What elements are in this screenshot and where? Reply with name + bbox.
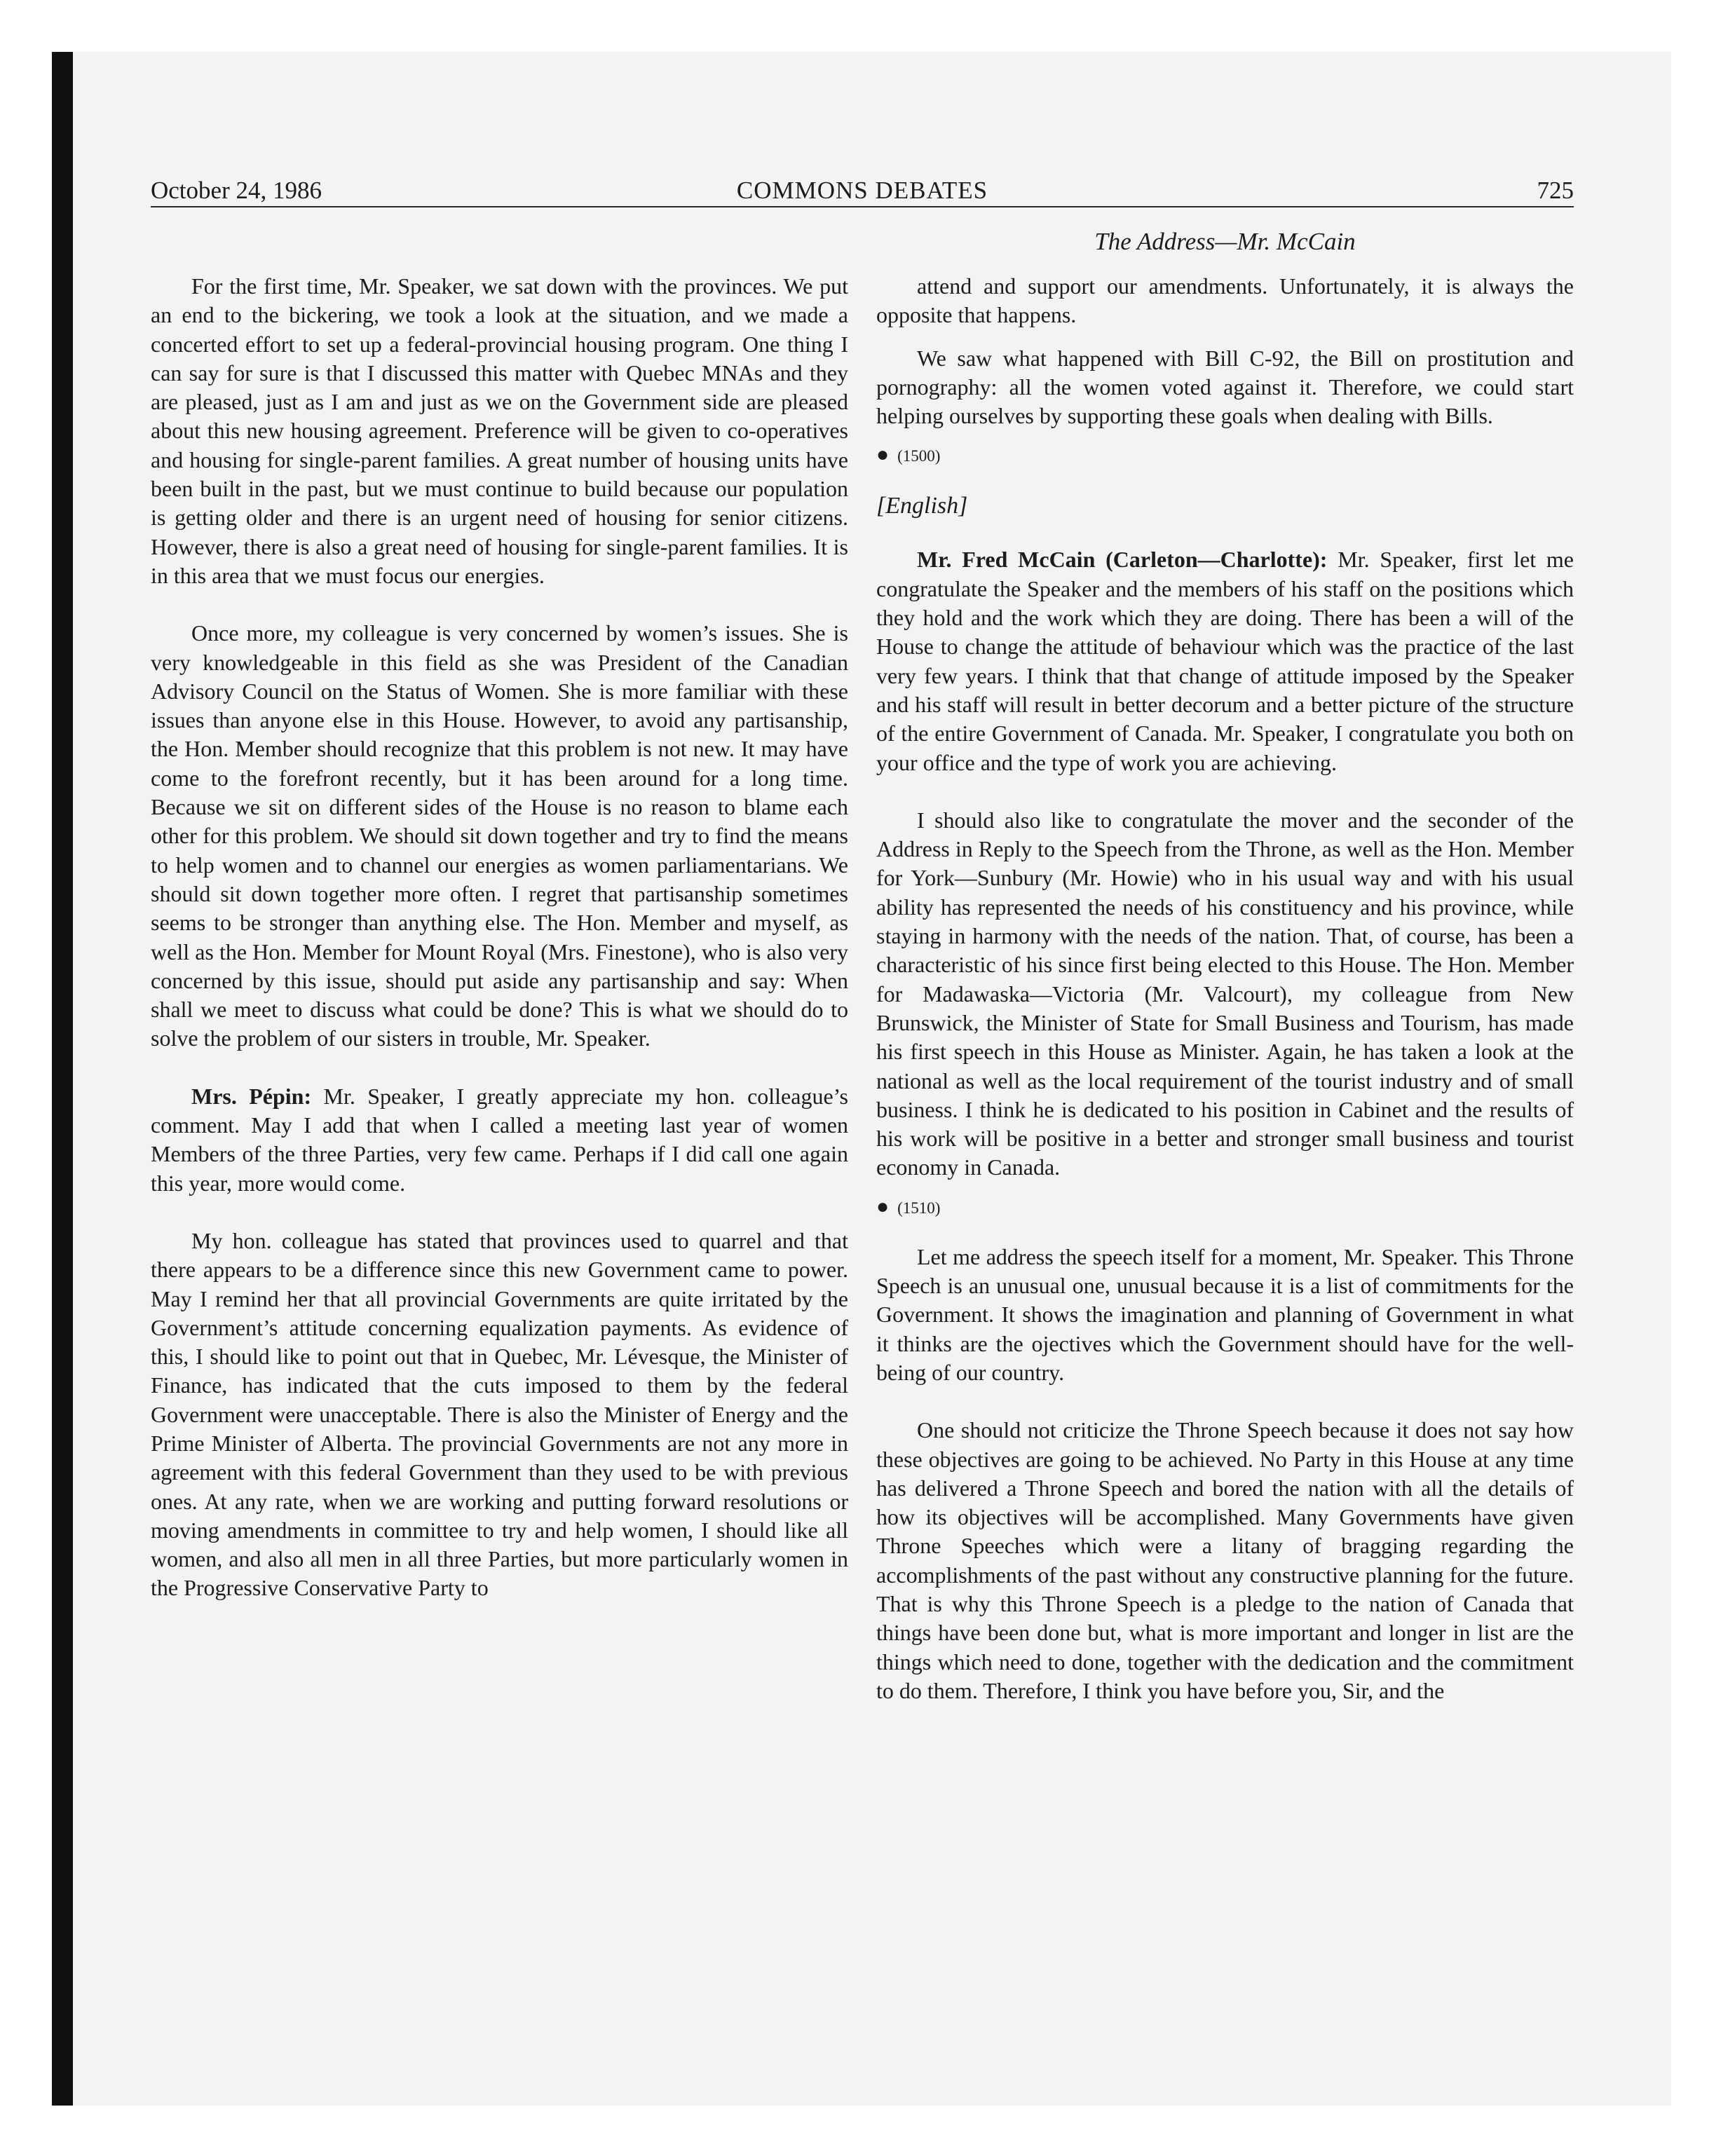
speaker-name: Mr. Fred McCain (Carleton—Charlotte): — [917, 547, 1328, 573]
running-head: The Address—Mr. McCain — [1094, 228, 1356, 255]
scan-binding-edge — [52, 52, 73, 2106]
language-label: [English] — [876, 493, 968, 519]
paragraph: One should not criticize the Throne Speech because it does not say how these objectives are going to be achieved. No Party in this House at any time has delivered a Throne Speech and bored the nation with all the details of how its objectives will be accomplished. Many Governments have given Throne Speeches which were a litany of bragging regarding the accomplishments of the past without any constructive planning for the future. That is why this Throne Speech is a pledge to the nation of Canada that things have been done but, what is more important and longer in list are the things which need to done, together with the dedication and the commitment to do them. Therefore, I think you have before you, Sir, and the — [876, 1417, 1574, 1703]
page-header — [151, 174, 1574, 207]
time-marker-text: (1500) — [897, 447, 941, 465]
time-marker — [876, 1196, 1574, 1219]
header-page-number: 725 — [1537, 177, 1574, 204]
header-title: COMMONS DEBATES — [736, 177, 988, 204]
paragraph-text: Mr. Speaker, first let me congratulate the Speaker and the members of his staff on the positions which they hold and the work which they are doing. There has been a will of the House to change the attitude of behaviour which was the practice of the last very few years. I think that that change of attitude imposed by the Speaker and his staff will result in better decorum and a better picture of the structure of the entire Government of Canada. Mr. Speaker, I congratulate you both on your office and the type of work you are achieving. — [876, 547, 1574, 775]
paragraph: attend and support our amendments. Unfortunately, it is always the opposite that happens. — [876, 273, 1574, 328]
right-column — [876, 272, 1574, 1705]
paragraph-text: Mr. Speaker, I greatly appreciate my hon. colleague’s comment. May I add that when I called a meeting last year of women Members of the three Parties, very few came. Perhaps if I did call one again this year, more would come. — [151, 1083, 849, 1196]
paragraph: Let me address the speech itself for a moment, Mr. Speaker. This Throne Speech is an unusual one, unusual because it is a list of commitments for the Government. It shows the imagination and planning of Government in what it thinks are the ojectives which the Government should have for the well-being of our country. — [876, 1243, 1574, 1385]
bullet-icon: ● — [876, 443, 890, 467]
paragraph: We saw what happened with Bill C-92, the Bill on prostitution and pornography: all the women voted against it. Therefore, we could start helping ourselves by supporting these goals when dealing with Bills. — [876, 345, 1574, 429]
paragraph — [151, 1082, 848, 1198]
time-marker-text: (1510) — [897, 1199, 941, 1217]
paragraph: Once more, my colleague is very concerned by women’s issues. She is very knowledgeable in this field as she was President of the Canadian Advisory Council on the Status of Women. She is more familiar with these issues than anyone else in this House. However, to avoid any partisanship, the Hon. Member should recognize that this problem is not new. It may have come to the forefront recently, but it has been around for a long time. Because we sit on different sides of the House is no reason to blame each other for this problem. We should sit down together and try to find the means to help women and to channel our energies as women parliamentarians. We should sit down together more often. I regret that partisanship sometimes seems to be stronger than anything else. The Hon. Member and myself, as well as the Hon. Member for Mount Royal (Mrs. Finestone), who is also very concerned by this issue, should put aside any partisanship and say: When shall we meet to discuss what could be done? This is what we should do to solve the problem of our sisters in trouble, Mr. Speaker. — [151, 620, 848, 1051]
bullet-icon: ● — [876, 1194, 890, 1218]
header-date: October 24, 1986 — [151, 177, 322, 204]
speaker-name: Mrs. Pépin: — [191, 1083, 312, 1109]
paragraph — [876, 545, 1574, 777]
paragraph: My hon. colleague has stated that provinces used to quarrel and that there appears to be a difference since this new Government came to power. May I remind her that all provincial Governments are quite irritated by the Government’s attitude concerning equalization payments. As evidence of this, I should like to point out that in Quebec, Mr. Lévesque, the Minister of Finance, has indicated that the cuts imposed to them by the federal Government were unacceptable. There is also the Minister of Energy and the Prime Minister of Alberta. The provincial Governments are not any more in agreement with this federal Government than they used to be with previous ones. At any rate, when we are working and putting forward resolutions or moving amendments in committee to try and help women, I should like all women, and also all men in all three Parties, but more particularly women in the Progressive Conservative Party to — [151, 1227, 848, 1601]
header-rule — [151, 206, 1574, 207]
paragraph: I should also like to congratulate the mover and the seconder of the Address in Reply to the Speech from the Throne, as well as the Hon. Member for York—Sunbury (Mr. Howie) who in his usual way and with his usual ability has represented the needs of his constituency and his province, while staying in harmony with the needs of the nation. That, of course, has been a characteristic of his since first being elected to this House. The Hon. Member for Madawaska—Victoria (Mr. Valcourt), my colleague from New Brunswick, the Minister of State for Small Business and Tourism, has made his first speech in this House as Minister. Again, he has taken a look at the national as well as the local requirement of the tourist industry and of small business. I think he is dedicated to his position in Cabinet and the results of his work will be positive in a better and stronger small business and tourist economy in Canada. — [876, 807, 1574, 1180]
paragraph: For the first time, Mr. Speaker, we sat down with the provinces. We put an end to the bickering, we took a look at the situation, and we made a concerted effort to set up a federal-provincial housing program. One thing I can say for sure is that I discussed this matter with Quebec MNAs and they are pleased, just as I am and just as we on the Government side are pleased about this new housing agreement. Preference will be given to co-operatives and housing for single-parent families. A great number of housing units have been built in the past, but we must continue to build because our population is getting older and there is an urgent need of housing for senior citizens. However, there is also a great need of housing for single-parent families. It is in this area that we must focus our energies. — [151, 273, 848, 588]
left-column — [151, 272, 848, 1603]
time-marker — [876, 444, 1574, 467]
